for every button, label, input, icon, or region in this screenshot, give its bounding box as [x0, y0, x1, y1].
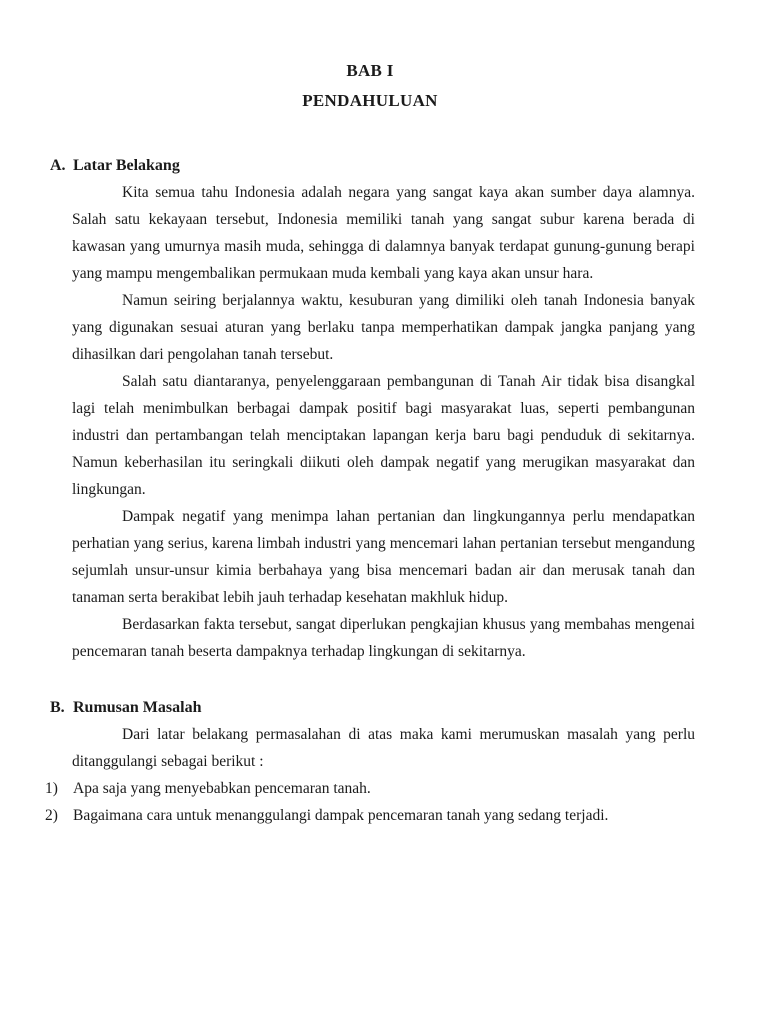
section-b-heading-text: Rumusan Masalah	[73, 699, 202, 716]
chapter-title-line2: PENDAHULUAN	[302, 91, 438, 110]
section-a-paragraph-4: Dampak negatif yang menimpa lahan pertanian dan lingkungannya perlu mendapatkan perhatian yang serius, karena limbah industri yang mencemari lahan pertanian tersebut mengandung sejumlah unsur-unsur kimia berbahaya yang bisa mencemari badan air dan merusak tanah dan tanaman serta berakibat lebih jauh terhadap kesehatan makhluk hidup.	[72, 508, 695, 606]
section-b-label: B.	[50, 699, 65, 716]
list-item	[45, 775, 695, 802]
section-a-paragraph-1: Kita semua tahu Indonesia adalah negara yang sangat kaya akan sumber daya alamnya. Salah satu kekayaan tersebut, Indonesia memiliki tanah yang sangat subur karena berada di kawasan yang umurnya masih muda, sehingga di dalamnya banyak terdapat gunung-gunung berapi yang mampu mengembalikan permukaan muda kembali yang kaya akan unsur hara.	[72, 184, 695, 282]
section-b-intro: Dari latar belakang permasalahan di atas maka kami merumuskan masalah yang perlu ditanggulangi sebagai berikut :	[72, 726, 695, 770]
section-a-paragraph-2: Namun seiring berjalannya waktu, kesuburan yang dimiliki oleh tanah Indonesia banyak yang digunakan sesuai aturan yang berlaku tanpa memperhatikan dampak jangka panjang yang dihasilkan dari pengolahan tanah tersebut.	[72, 292, 695, 363]
section-a-paragraph-3: Salah satu diantaranya, penyelenggaraan pembangunan di Tanah Air tidak bisa disangkal lagi telah menimbulkan berbagai dampak positif bagi masyarakat luas, seperti pembangunan industri dan pertambangan telah menciptakan lapangan kerja baru bagi penduduk di sekitarnya. Namun keberhasilan itu seringkali diikuti oleh dampak negatif yang merugikan masyarakat dan lingkungan.	[72, 373, 695, 498]
section-a-heading	[50, 152, 695, 179]
chapter-title-line1: BAB I	[346, 61, 394, 80]
list-item-text: Bagaimana cara untuk menanggulangi dampak pencemaran tanah yang sedang terjadi.	[73, 807, 609, 824]
list-item-text: Apa saja yang menyebabkan pencemaran tanah.	[73, 780, 371, 797]
list-item-marker: 2)	[45, 807, 58, 824]
section-b-heading	[50, 694, 695, 721]
section-a-paragraph-5: Berdasarkan fakta tersebut, sangat diperlukan pengkajian khusus yang membahas mengenai pencemaran tanah beserta dampaknya terhadap lingkungan di sekitarnya.	[72, 616, 695, 660]
list-item-marker: 1)	[45, 780, 58, 797]
chapter-title	[45, 56, 695, 116]
section-a-heading-text: Latar Belakang	[73, 157, 180, 174]
list-item	[45, 802, 695, 829]
section-a-label: A.	[50, 157, 66, 174]
